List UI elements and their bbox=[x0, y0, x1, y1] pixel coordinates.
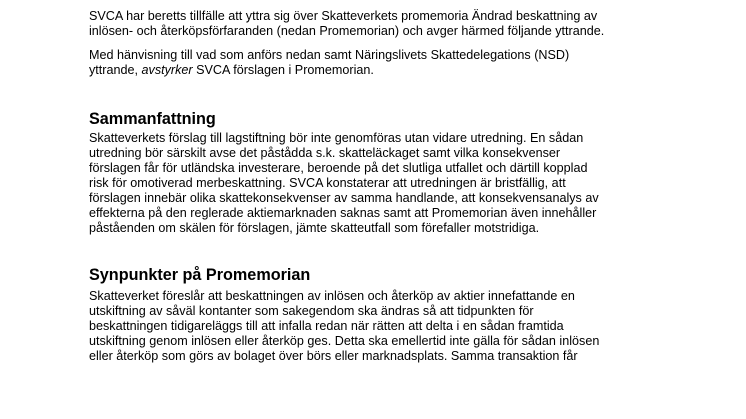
text-run: SVCA förslagen i Promemorian. bbox=[192, 63, 374, 77]
text-line: Med hänvisning till vad som anförs nedan samt Näringslivets Skattedelegations (NSD) bbox=[89, 48, 570, 62]
summary-paragraph bbox=[89, 131, 709, 236]
text-line: SVCA har beretts tillfälle att yttra sig över Skatteverkets promemoria Ändrad beskattning av bbox=[89, 9, 598, 23]
text-line: inlösen- och återköpsförfaranden (nedan Promemorian) och avger härmed följande yttrande. bbox=[89, 24, 605, 38]
text-line: utredning bör särskilt avse det påstådda s.k. skatteläckaget samt vilka konsekvenser bbox=[89, 146, 561, 160]
emphasis-avstyrker: avstyrker bbox=[141, 63, 193, 77]
intro-paragraph-2 bbox=[89, 48, 709, 78]
text-line: beskattningen tidigareläggs till att infalla redan när rätten att delta i en sådan framtida bbox=[89, 319, 564, 333]
text-line: utskiftning genom inlösen eller återköp ges. Detta ska emellertid inte gälla för sådan inlösen bbox=[89, 334, 600, 348]
text-line: utskiftning av såväl kontanter som sakegendom ska ändras så att tidpunkten för bbox=[89, 304, 534, 318]
intro-paragraph-1 bbox=[89, 9, 709, 39]
text-line: Skatteverket föreslår att beskattningen av inlösen och återköp av aktier innefattande en bbox=[89, 289, 575, 303]
text-line: påståenden om skälen för förslagen, jämte skatteutfall som förefaller motstridiga. bbox=[89, 221, 540, 235]
text-line: förslagen får för utländska investerare, beroende på det slutliga utfallet och därtill kopplad bbox=[89, 161, 588, 175]
heading-sammanfattning: Sammanfattning bbox=[89, 110, 216, 128]
text-run: yttrande, bbox=[89, 63, 142, 77]
heading-synpunkter: Synpunkter på Promemorian bbox=[89, 266, 311, 284]
viewpoints-paragraph bbox=[89, 289, 709, 364]
text-line: förslagen innebär olika skattekonsekvenser av samma handlande, att konsekvensanalys av bbox=[89, 191, 599, 205]
text-line: effekterna på den reglerade aktiemarknaden saknas samt att Promemorian även innehåller bbox=[89, 206, 597, 220]
text-line: eller återköp som görs av bolaget över börs eller marknadsplats. Samma transaktion får bbox=[89, 349, 578, 363]
document-page bbox=[89, 9, 709, 364]
text-line bbox=[89, 63, 709, 78]
text-line: Skatteverkets förslag till lagstiftning bör inte genomföras utan vidare utredning. En sådan bbox=[89, 131, 584, 145]
text-line: risk för omotiverad merbeskattning. SVCA konstaterar att utredningen är bristfällig, att bbox=[89, 176, 566, 190]
